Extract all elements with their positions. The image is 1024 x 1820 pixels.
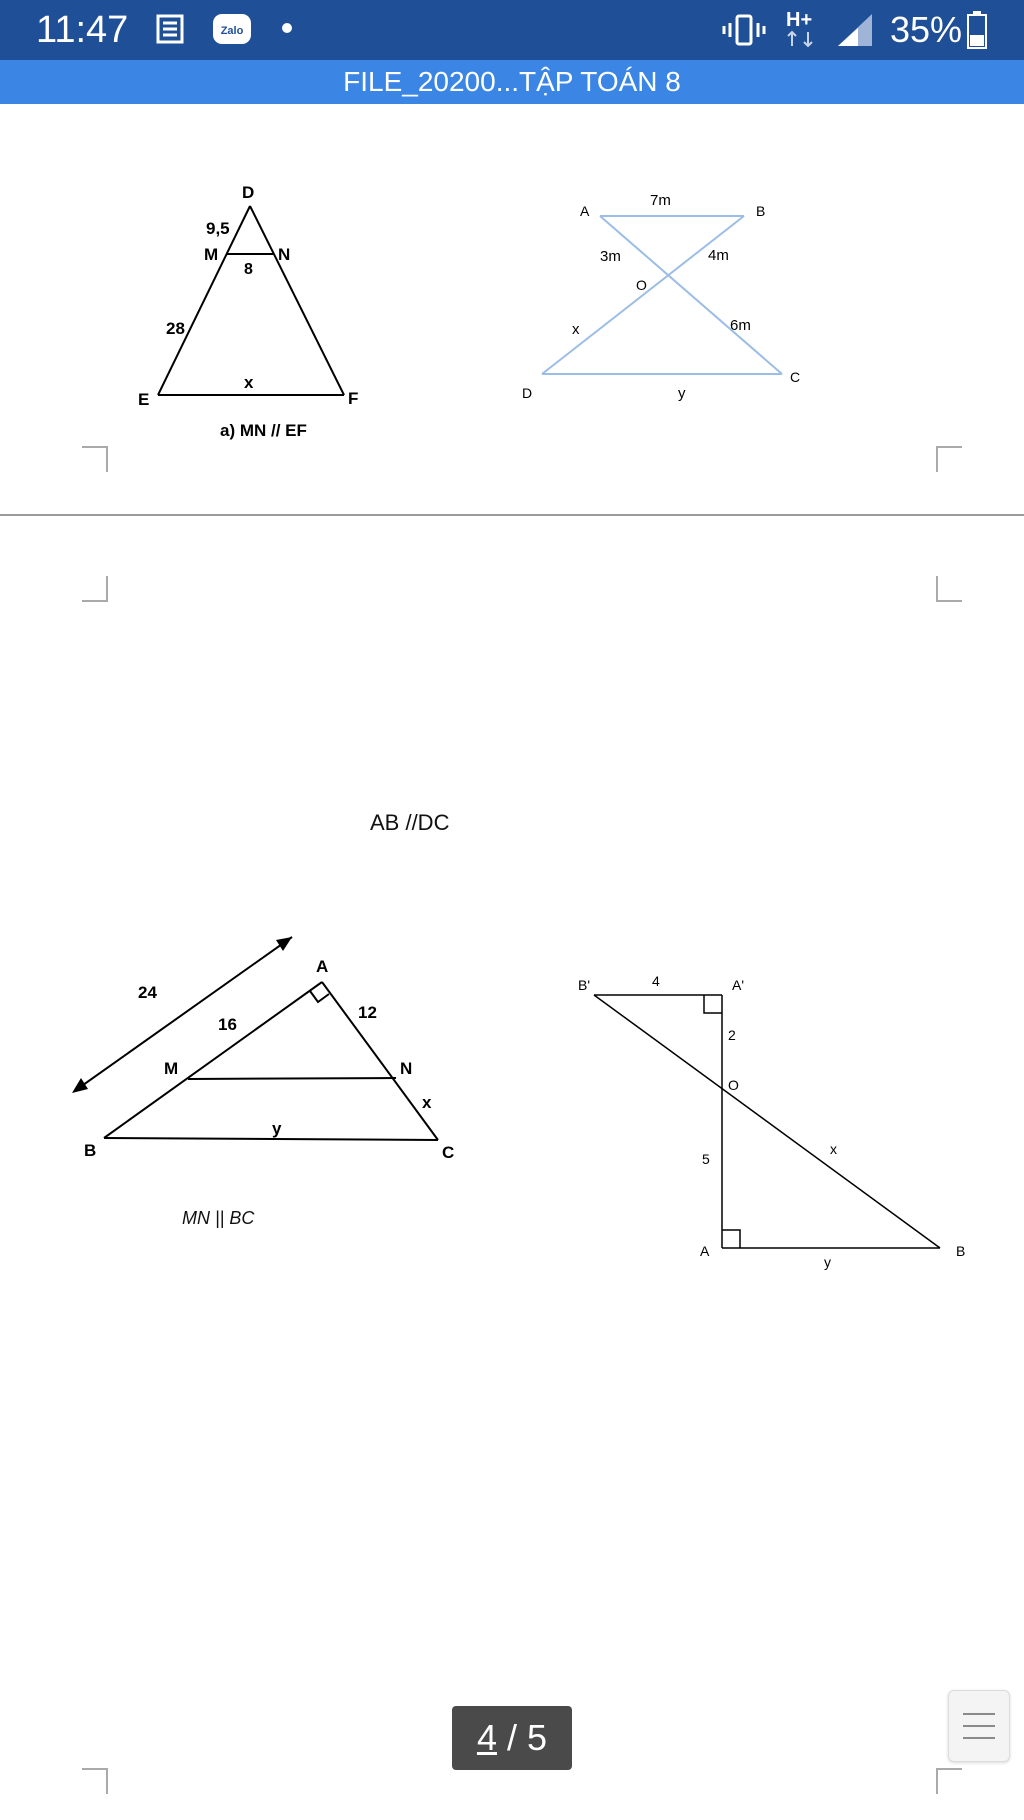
length-bc: y xyxy=(272,1119,282,1138)
vertex-a: A xyxy=(580,203,590,219)
figure-a-caption: a) MN // EF xyxy=(220,421,307,440)
vertex-d: D xyxy=(522,385,533,401)
segment-mn xyxy=(188,1078,396,1079)
clock: 11:47 xyxy=(36,9,129,51)
right-angle-mark xyxy=(704,995,722,1013)
vertex-n: N xyxy=(400,1059,413,1078)
vertex-m: M xyxy=(204,245,219,264)
vertex-e: E xyxy=(138,390,150,409)
document-viewer[interactable] xyxy=(0,104,1024,1820)
segment-ac xyxy=(600,216,782,374)
segment-ab xyxy=(104,982,322,1138)
page-corner-mark xyxy=(936,446,962,472)
vertex-b-prime: B' xyxy=(578,977,591,993)
document-title-bar xyxy=(0,60,1024,104)
menu-icon-line xyxy=(963,1737,995,1739)
figure-hourglass-abcd xyxy=(516,184,816,424)
menu-button[interactable] xyxy=(948,1690,1010,1762)
page-corner-mark xyxy=(936,576,962,602)
length-ao: 3m xyxy=(600,248,621,265)
page-corner-mark xyxy=(82,1768,108,1794)
right-angle-mark xyxy=(722,1230,740,1248)
segment-ac xyxy=(322,982,438,1140)
segment-bc xyxy=(104,1138,438,1140)
caption-mn-parallel-bc: MN || BC xyxy=(182,1208,255,1228)
vibrate-icon xyxy=(722,12,766,48)
vertex-b: B xyxy=(756,203,766,219)
zalo-label: Zalo xyxy=(220,25,244,37)
segment-df xyxy=(250,206,344,395)
length-bpap: 4 xyxy=(652,973,660,989)
vertex-m: M xyxy=(164,1059,179,1078)
vertex-a-prime: A' xyxy=(732,977,745,993)
zalo-icon xyxy=(212,12,252,48)
length-am: 16 xyxy=(218,1015,237,1034)
segment-bd xyxy=(542,216,744,374)
arrowhead-icon xyxy=(276,937,292,951)
length-dm: 9,5 xyxy=(206,219,230,238)
segment-bpb xyxy=(594,995,940,1248)
length-mn: 8 xyxy=(244,261,253,278)
figure-triangle-def xyxy=(130,174,380,454)
length-ab: 24 xyxy=(138,983,157,1002)
vertex-b: B xyxy=(956,1243,966,1259)
status-bar xyxy=(0,0,1024,60)
length-an: 12 xyxy=(358,1003,377,1022)
dot-icon xyxy=(282,23,292,33)
length-ab: 7m xyxy=(650,192,671,209)
vertex-o: O xyxy=(728,1077,739,1093)
length-apo: 2 xyxy=(728,1027,736,1043)
battery-icon xyxy=(966,10,988,50)
document-title: FILE_20200...TẬP TOÁN 8 xyxy=(343,66,681,97)
network-label: H+ xyxy=(786,9,813,31)
vertex-d: D xyxy=(242,183,255,202)
length-me: 28 xyxy=(166,319,185,338)
right-angle-mark xyxy=(310,991,329,1002)
length-dc: y xyxy=(678,385,686,402)
page-indicator xyxy=(452,1706,572,1770)
page-corner-mark xyxy=(82,446,108,472)
page-corner-mark xyxy=(82,576,108,602)
current-page: 4 xyxy=(476,1717,497,1758)
vertex-f: F xyxy=(348,389,359,408)
length-oa: 5 xyxy=(702,1151,710,1167)
figure-crossing-triangles xyxy=(570,964,990,1384)
length-ef: x xyxy=(244,373,254,392)
total-pages: 5 xyxy=(527,1717,548,1758)
page-separator xyxy=(0,514,1024,516)
length-nc: x xyxy=(422,1093,432,1112)
arrow-length-24 xyxy=(76,937,292,1090)
vertex-c: C xyxy=(790,369,801,385)
length-oc: 6m xyxy=(730,317,751,334)
length-ob: x xyxy=(830,1141,837,1157)
arrowhead-icon xyxy=(72,1078,88,1093)
length-bo: 4m xyxy=(708,247,729,264)
vertex-c: C xyxy=(442,1143,455,1162)
notes-icon xyxy=(152,12,186,46)
length-ab: y xyxy=(824,1254,831,1270)
vertex-b: B xyxy=(84,1141,97,1160)
battery-percent: 35% xyxy=(890,9,963,50)
page-corner-mark xyxy=(936,1768,962,1794)
menu-icon-line xyxy=(963,1725,995,1727)
page-separator-slash: / xyxy=(506,1717,517,1758)
signal-icon xyxy=(836,12,876,48)
length-od: x xyxy=(572,321,580,338)
segment-de xyxy=(158,206,250,395)
caption-ab-parallel-dc: AB //DC xyxy=(370,810,450,835)
vertex-a: A xyxy=(316,957,329,976)
hplus-data-icon xyxy=(784,6,820,50)
vertex-o: O xyxy=(636,277,647,293)
figure-triangle-abc xyxy=(60,924,480,1264)
vertex-n: N xyxy=(278,245,291,264)
menu-icon xyxy=(963,1713,995,1715)
vertex-a: A xyxy=(700,1243,710,1259)
